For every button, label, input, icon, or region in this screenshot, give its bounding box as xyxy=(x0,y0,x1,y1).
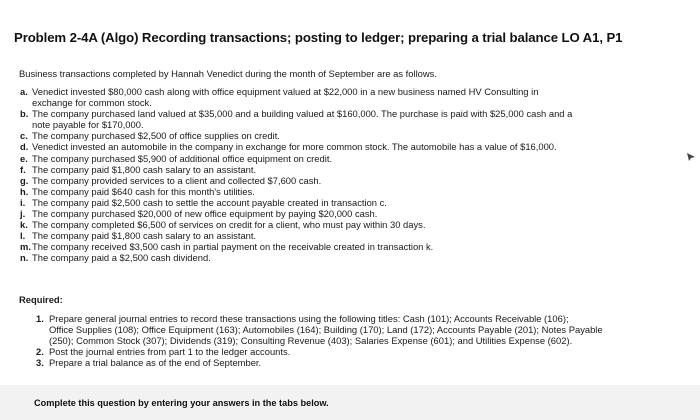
list-item xyxy=(36,313,676,346)
item-text: The company paid $1,800 cash salary to an assistant. xyxy=(32,230,257,242)
item-text: The company paid $1,800 cash salary to an assistant. xyxy=(32,163,257,175)
list-item xyxy=(20,175,680,186)
list-item xyxy=(20,197,680,208)
item-text: The company received $3,500 cash in partial payment on the receivable created in transaction k. xyxy=(32,241,434,253)
item-letter: f. xyxy=(20,163,26,175)
item-text: The company purchased $20,000 of new office equipment by paying $20,000 cash. xyxy=(32,208,378,220)
item-letter: b. xyxy=(20,108,29,120)
item-letter: j. xyxy=(20,208,26,220)
cursor-arrow-icon xyxy=(686,152,696,162)
item-letter: i. xyxy=(20,196,26,208)
instruction-banner xyxy=(0,385,700,420)
item-text: The company completed $6,500 of services on credit for a client, who must pay within 30 days. xyxy=(32,219,426,231)
item-letter: l. xyxy=(20,230,26,242)
list-item xyxy=(20,252,680,263)
item-text: The company purchased $2,500 of office supplies on credit. xyxy=(32,130,280,142)
transaction-list xyxy=(20,86,680,264)
item-letter: c. xyxy=(20,130,28,142)
item-letter: e. xyxy=(20,152,28,164)
item-letter: n. xyxy=(20,252,29,264)
item-text: The company purchased $5,900 of additional office equipment on credit. xyxy=(32,152,333,164)
page-title: Problem 2-4A (Algo) Recording transactions; posting to ledger; preparing a trial balance LO A1, P1 xyxy=(14,30,623,45)
item-text: The company paid $2,500 cash to settle the account payable created in transaction c. xyxy=(32,196,387,208)
list-item xyxy=(20,108,680,130)
item-letter: h. xyxy=(20,185,29,197)
list-item xyxy=(36,357,676,368)
list-item xyxy=(36,346,676,357)
item-letter: k. xyxy=(20,219,28,231)
required-heading: Required: xyxy=(19,294,63,305)
item-number: 1. xyxy=(36,313,44,324)
item-text: The company provided services to a client and collected $7,600 cash. xyxy=(32,174,322,186)
list-item xyxy=(20,230,680,241)
list-item xyxy=(20,130,680,141)
item-text: The company paid a $2,500 cash dividend. xyxy=(32,252,211,264)
item-letter: d. xyxy=(20,141,29,153)
item-text: The company purchased land valued at $35,000 and a building valued at $160,000. The purchase is paid with $25,000 cash and a note payable for $170,000. xyxy=(32,108,573,131)
list-item xyxy=(20,219,680,230)
item-text: Venedict invested $80,000 cash along with office equipment valued at $22,000 in a new business named HV Consulting in exchange for common stock. xyxy=(32,86,539,109)
item-letter: m. xyxy=(20,241,31,253)
item-letter: a. xyxy=(20,86,28,97)
item-text: Prepare general journal entries to record these transactions using the following titles: Cash (101); Accounts Receivable (106); Office Supplies (108); Office Equipment (163); Automobiles (164); Building (170); Land (172); Accounts Payable (201); Notes Payable (250); Common Stock (307); Dividends (319); Consulting Revenue (403); Salaries Expense (601); and Utilities Expense (602). xyxy=(49,313,603,347)
list-item xyxy=(20,153,680,164)
intro-text: Business transactions completed by Hannah Venedict during the month of September are as follows. xyxy=(19,68,437,79)
list-item xyxy=(20,86,680,108)
item-text: Venedict invested an automobile in the company in exchange for more common stock. The automobile has a value of $16,000. xyxy=(32,141,557,153)
required-list xyxy=(36,313,676,368)
item-letter: g. xyxy=(20,174,29,186)
list-item xyxy=(20,164,680,175)
item-number: 2. xyxy=(36,346,44,358)
item-text: Post the journal entries from part 1 to the ledger accounts. xyxy=(49,346,291,358)
item-text: The company paid $640 cash for this month's utilities. xyxy=(32,185,255,197)
item-text: Prepare a trial balance as of the end of September. xyxy=(49,357,262,369)
list-item xyxy=(20,208,680,219)
list-item xyxy=(20,141,680,152)
list-item xyxy=(20,186,680,197)
instruction-text: Complete this question by entering your answers in the tabs below. xyxy=(34,398,329,408)
list-item xyxy=(20,241,680,252)
item-number: 3. xyxy=(36,357,44,369)
